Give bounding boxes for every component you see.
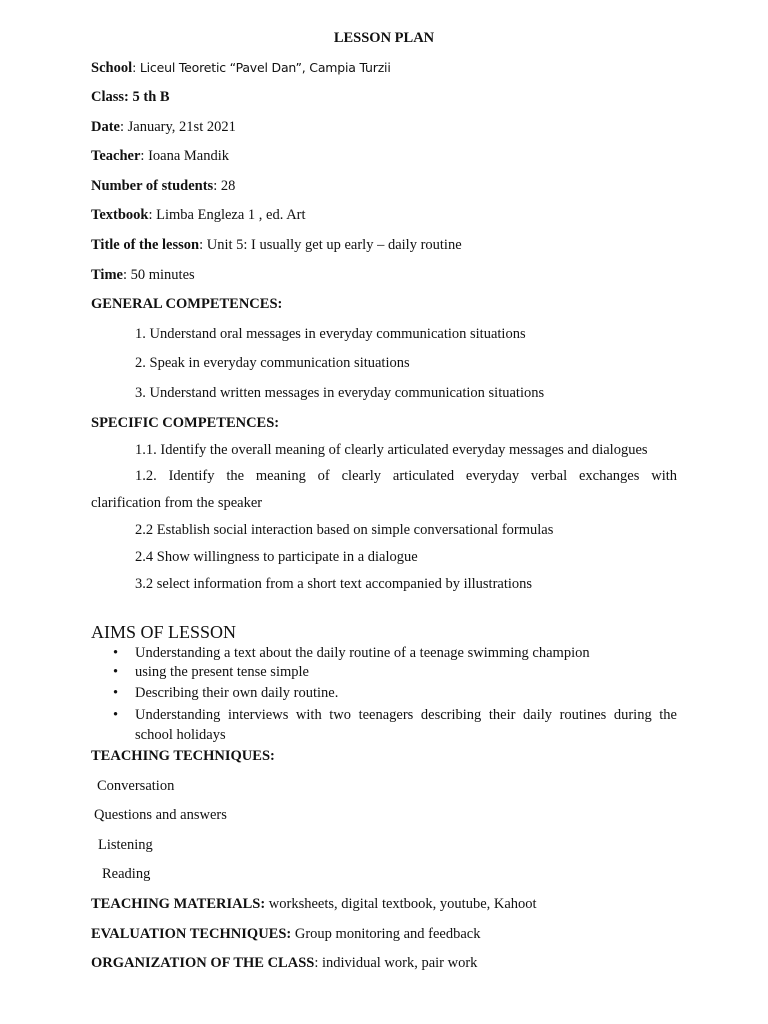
field-date [91, 118, 236, 136]
field-value: 28 [220, 178, 236, 194]
general-competences-heading: GENERAL COMPETENCES: [91, 296, 283, 312]
technique-item: Listening [98, 837, 153, 853]
bullet-icon: • [113, 645, 119, 661]
materials-value: worksheets, digital textbook, youtube, Kahoot [265, 896, 537, 912]
field-label: Time [91, 267, 123, 283]
aim-item: Understanding interviews with two teenagers describing their daily routines during the school holidays [135, 707, 677, 743]
field-school [91, 59, 391, 77]
specific-competence-item: 2.2 Establish social interaction based on simple conversational formulas [135, 522, 554, 538]
field-label: School [91, 60, 133, 76]
field-label: Number of students [91, 178, 214, 194]
aims-heading: AIMS OF LESSON [91, 622, 237, 642]
evaluation-label: EVALUATION TECHNIQUES: [91, 926, 292, 942]
field-time [91, 266, 195, 284]
specific-competence-item: 1.2. Identify the meaning of clearly articulated everyday verbal exchanges with [135, 468, 677, 484]
teaching-materials [91, 895, 537, 913]
evaluation-value: Group monitoring and feedback [291, 926, 481, 942]
field-value: Ioana Mandik [148, 148, 229, 164]
technique-item: Conversation [97, 778, 175, 794]
materials-label: TEACHING MATERIALS: [91, 896, 266, 912]
general-competence-item: 1. Understand oral messages in everyday communication situations [135, 326, 526, 342]
field-textbook [91, 206, 306, 224]
aim-item: using the present tense simple [135, 664, 309, 680]
field-separator: : [122, 267, 131, 283]
technique-item: Questions and answers [94, 807, 227, 823]
document-title: LESSON PLAN [333, 30, 435, 46]
field-value: Unit 5: I usually get up early – daily routine [206, 237, 462, 253]
organization-value: : individual work, pair work [314, 955, 478, 971]
general-competence-item: 3. Understand written messages in everyday communication situations [135, 385, 545, 401]
bullet-icon: • [113, 664, 119, 680]
teaching-techniques-heading: TEACHING TECHNIQUES: [91, 748, 275, 764]
organization-label: ORGANIZATION OF THE CLASS [91, 955, 315, 971]
general-competence-item: 2. Speak in everyday communication situations [135, 355, 410, 371]
specific-competences-heading: SPECIFIC COMPETENCES: [91, 415, 280, 431]
field-separator: : [148, 207, 157, 223]
evaluation-techniques [91, 925, 481, 943]
field-label: Title of the lesson [91, 237, 200, 253]
field-value: January, 21st 2021 [127, 119, 236, 135]
aim-item: Describing their own daily routine. [135, 685, 339, 701]
field-separator: : [199, 237, 207, 253]
field-value: 50 minutes [130, 267, 195, 283]
field-separator: : [120, 119, 128, 135]
field-teacher [91, 147, 229, 165]
specific-competence-item: 1.1. Identify the overall meaning of clearly articulated everyday messages and dialogues [135, 442, 648, 458]
field-lesson-title [91, 236, 462, 254]
technique-item: Reading [102, 866, 151, 882]
field-label: Teacher [91, 148, 141, 164]
field-number-of-students [91, 177, 235, 195]
field-label: Date [91, 119, 120, 135]
specific-competence-item-continuation: clarification from the speaker [91, 495, 263, 511]
field-value: Limba Engleza 1 , ed. Art [156, 207, 306, 223]
field-value: Liceul Teoretic “Pavel Dan”, Campia Turzii [139, 60, 391, 75]
organization-of-class [91, 954, 477, 972]
field-label: Textbook [91, 207, 149, 223]
specific-competence-item: 2.4 Show willingness to participate in a dialogue [135, 549, 418, 565]
specific-competence-item: 3.2 select information from a short text accompanied by illustrations [135, 576, 533, 592]
aim-item: Understanding a text about the daily routine of a teenage swimming champion [135, 645, 590, 661]
bullet-icon: • [113, 685, 119, 701]
field-label: Class: 5 th B [91, 89, 170, 105]
bullet-icon: • [113, 707, 119, 723]
field-class [91, 88, 170, 106]
field-separator: : [140, 148, 149, 164]
field-separator: : [132, 60, 140, 75]
field-separator: : [213, 178, 221, 194]
